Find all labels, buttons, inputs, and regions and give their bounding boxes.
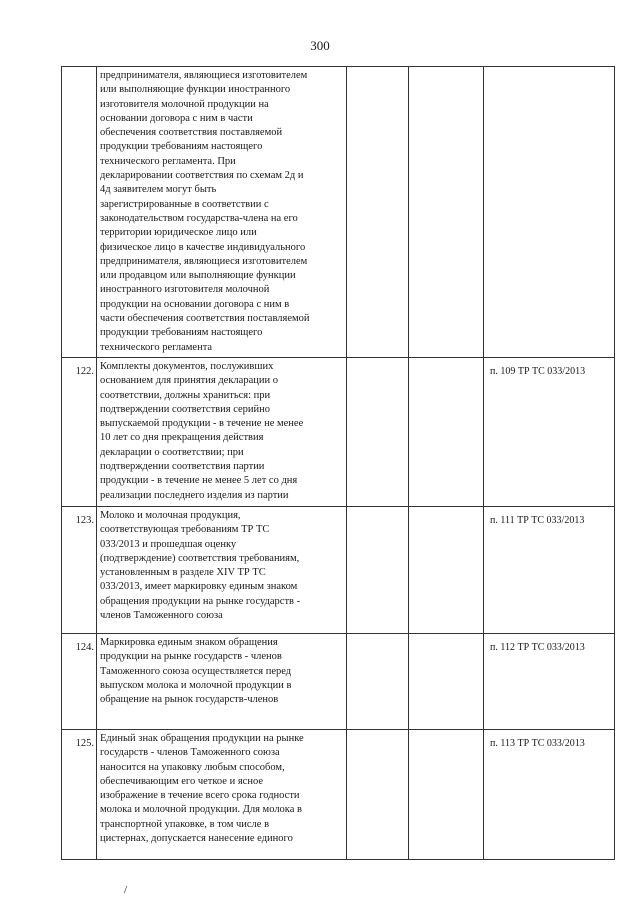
- text-line: декларации о соответствии; при: [100, 446, 244, 458]
- text-line: членов Таможенного союза: [100, 610, 223, 622]
- text-line: зарегистрированные в соответствии с: [100, 198, 269, 210]
- text-line: Маркировка единым знаком обращения: [100, 636, 278, 648]
- reference-cell: п. 109 ТР ТС 033/2013: [484, 357, 615, 506]
- text-line: изображение в течение всего срока годности: [100, 790, 300, 802]
- text-line: 4д заявителем могут быть: [100, 184, 217, 196]
- requirement-text: [97, 729, 347, 859]
- text-line: продукции на рынке государств - членов: [100, 651, 282, 663]
- reference-cell: [484, 67, 615, 358]
- reference-cell: п. 111 ТР ТС 033/2013: [484, 506, 615, 633]
- empty-cell: [347, 506, 409, 633]
- text-line: выпускаемой продукции - в течение не менее: [100, 418, 304, 430]
- empty-cell: [347, 729, 409, 859]
- text-line: Таможенного союза осуществляется перед: [100, 665, 292, 677]
- row-number: 124.: [62, 633, 97, 729]
- text-line: декларировании соответствия по схемам 2д и: [100, 170, 304, 182]
- text-line: обеспечения соответствия поставляемой: [100, 127, 283, 139]
- text-line: технического регламента. При: [100, 155, 236, 167]
- text-line: обращение на рынок государств-членов: [100, 694, 279, 706]
- text-line: подтверждении соответствия серийно: [100, 403, 271, 415]
- text-line: физическое лицо в качестве индивидуального: [100, 241, 306, 253]
- row-number: 125.: [62, 729, 97, 859]
- empty-cell: [347, 633, 409, 729]
- text-line: Единый знак обращения продукции на рынке: [100, 732, 304, 744]
- text-line: 033/2013, имеет маркировку единым знаком: [100, 581, 298, 593]
- requirement-text: [97, 357, 347, 506]
- text-line: продукции на основании договора с ним в: [100, 298, 290, 310]
- text-line: реализации последнего изделия из партии: [100, 489, 289, 501]
- empty-cell: [409, 67, 484, 358]
- empty-cell: [409, 633, 484, 729]
- empty-cell: [347, 357, 409, 506]
- text-line: продукции - в течение не менее 5 лет со дня: [100, 475, 298, 487]
- requirement-text: [97, 633, 347, 729]
- text-line: соответствующая требованиям ТР ТС: [100, 524, 270, 536]
- text-line: обеспечивающим его четкое и ясное: [100, 775, 263, 787]
- text-line: (подтверждение) соответствия требованиям,: [100, 552, 300, 564]
- text-line: наносится на упаковку любым способом,: [100, 761, 285, 773]
- requirement-text: [97, 67, 347, 358]
- text-line: установленным в разделе XIV ТР ТС: [100, 567, 266, 579]
- text-line: технического регламента: [100, 341, 213, 353]
- text-line: изготовителя молочной продукции на: [100, 98, 269, 110]
- text-line: части обеспечения соответствия поставляемой: [100, 313, 310, 325]
- text-line: соответствии, должны храниться: при: [100, 389, 271, 401]
- text-line: иностранного изготовителя молочной: [100, 284, 270, 296]
- reference-cell: п. 112 ТР ТС 033/2013: [484, 633, 615, 729]
- text-line: Молоко и молочная продукция,: [100, 509, 241, 521]
- table-row: [62, 506, 615, 633]
- reference-cell: п. 113 ТР ТС 033/2013: [484, 729, 615, 859]
- pen-mark: /: [124, 884, 128, 896]
- table-row: [62, 633, 615, 729]
- row-number: [62, 67, 97, 358]
- text-line: подтверждении соответствия партии: [100, 461, 265, 473]
- table-row: [62, 357, 615, 506]
- text-line: Комплекты документов, послуживших: [100, 360, 274, 372]
- text-line: территории юридическое лицо или: [100, 227, 257, 239]
- text-line: обращения продукции на рынке государств -: [100, 595, 301, 607]
- regulation-table: [61, 66, 615, 860]
- text-line: продукции требованиям настоящего: [100, 141, 263, 153]
- empty-cell: [409, 357, 484, 506]
- requirement-text: [97, 506, 347, 633]
- table-row: [62, 67, 615, 358]
- empty-cell: [347, 67, 409, 358]
- text-line: 10 лет со дня прекращения действия: [100, 432, 264, 444]
- text-line: предпринимателя, являющиеся изготовителем: [100, 255, 308, 267]
- text-line: основании договора с ним в части: [100, 112, 253, 124]
- row-number: 122.: [62, 357, 97, 506]
- page-number: 300: [310, 38, 330, 53]
- text-line: предпринимателя, являющиеся изготовителем: [100, 70, 308, 81]
- text-line: транспортной упаковке, в том числе в: [100, 818, 270, 830]
- empty-cell: [409, 506, 484, 633]
- text-line: или продавцом или выполняющие функции: [100, 270, 296, 282]
- table-row: [62, 729, 615, 859]
- text-line: основанием для принятия декларации о: [100, 375, 278, 387]
- row-number: 123.: [62, 506, 97, 633]
- text-line: 033/2013 и прошедшая оценку: [100, 538, 237, 550]
- text-line: законодательством государства-члена на его: [100, 212, 298, 224]
- text-line: государств - членов Таможенного союза: [100, 747, 280, 759]
- text-line: продукции требованиям настоящего: [100, 327, 263, 339]
- text-line: молока и молочной продукции. Для молока в: [100, 804, 302, 816]
- text-line: выпуском молока и молочной продукции в: [100, 679, 292, 691]
- text-line: цистернах, допускается нанесение единого: [100, 833, 293, 845]
- empty-cell: [409, 729, 484, 859]
- text-line: или выполняющие функции иностранного: [100, 84, 291, 96]
